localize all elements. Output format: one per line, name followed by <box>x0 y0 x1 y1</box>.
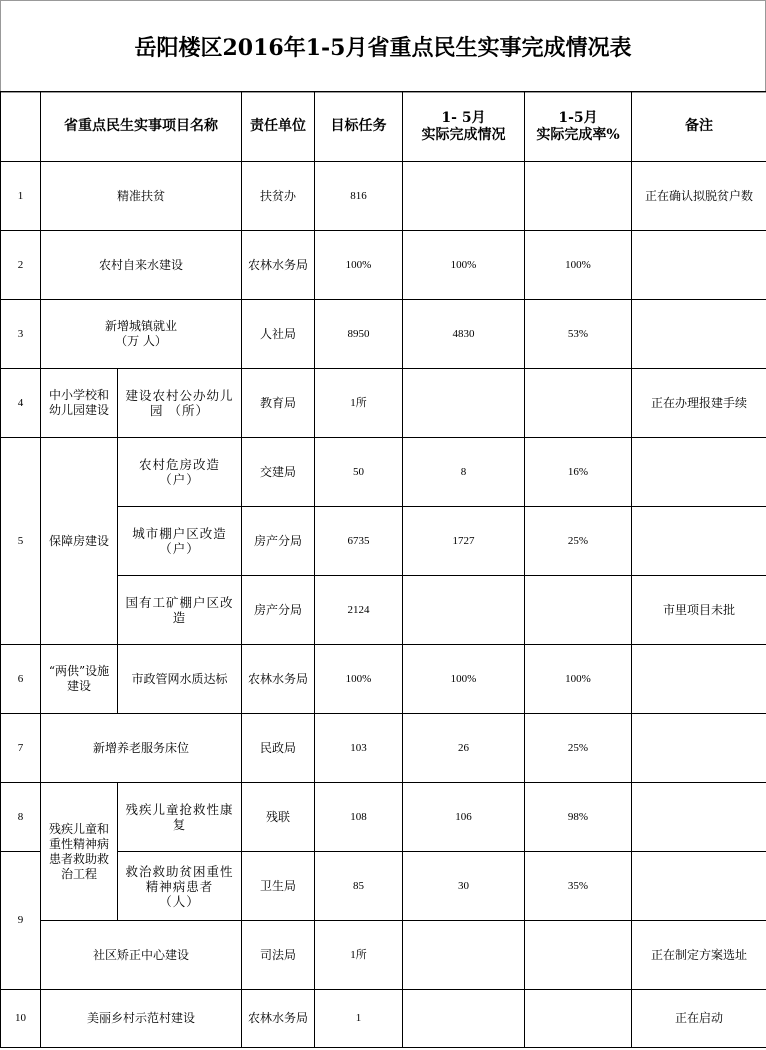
remark <box>632 231 766 300</box>
table-row <box>1 438 766 507</box>
target: 50 <box>315 438 403 507</box>
actual <box>403 369 525 438</box>
project-name: 国有工矿棚户区改造 <box>118 576 242 645</box>
project-name: 精准扶贫 <box>41 162 242 231</box>
remark: 正在启动 <box>632 990 766 1048</box>
rate: 25% <box>525 507 632 576</box>
unit: 人社局 <box>242 300 315 369</box>
project-name: 市政管网水质达标 <box>118 645 242 714</box>
remark <box>632 507 766 576</box>
table-row <box>1 231 766 300</box>
unit: 教育局 <box>242 369 315 438</box>
rate <box>525 990 632 1048</box>
unit: 残联 <box>242 783 315 852</box>
rate <box>525 369 632 438</box>
header-actual-line1: 1- 5月 <box>441 109 486 126</box>
target: 103 <box>315 714 403 783</box>
project-name-line2: （万 人） <box>115 334 167 348</box>
actual: 30 <box>403 852 525 921</box>
project-group: 中小学校和幼儿园建设 <box>41 369 118 438</box>
rate: 98% <box>525 783 632 852</box>
unit: 房产分局 <box>242 507 315 576</box>
title-box <box>0 0 766 93</box>
unit: 房产分局 <box>242 576 315 645</box>
row-no: 5 <box>1 438 41 645</box>
actual <box>403 162 525 231</box>
header-rate-line1: 1-5月 <box>558 109 598 126</box>
rate <box>525 576 632 645</box>
row-no: 4 <box>1 369 41 438</box>
actual: 100% <box>403 645 525 714</box>
actual <box>403 921 525 990</box>
table-row <box>1 990 766 1048</box>
unit: 农林水务局 <box>242 990 315 1048</box>
header-target: 目标任务 <box>315 92 403 162</box>
table-row <box>1 645 766 714</box>
rate: 100% <box>525 645 632 714</box>
table-row <box>1 714 766 783</box>
header-rate-line2: 实际完成率% <box>536 126 620 143</box>
header-actual-line2: 实际完成情况 <box>421 126 506 143</box>
project-name-line1: 救治救助贫困重性精神病患者 <box>125 863 234 894</box>
header-row <box>1 92 766 162</box>
project-name: 社区矫正中心建设 <box>41 921 242 990</box>
project-name: 新增养老服务床位 <box>41 714 242 783</box>
rate: 25% <box>525 714 632 783</box>
remark <box>632 300 766 369</box>
table-row <box>1 783 766 852</box>
target: 108 <box>315 783 403 852</box>
header-unit: 责任单位 <box>242 92 315 162</box>
project-name-line2: （户） <box>159 541 200 556</box>
unit: 农林水务局 <box>242 645 315 714</box>
row-no: 2 <box>1 231 41 300</box>
project-name-line1: 城市棚户区改造 <box>132 526 227 541</box>
header-rate <box>525 92 632 162</box>
target: 8950 <box>315 300 403 369</box>
unit: 交建局 <box>242 438 315 507</box>
actual <box>403 576 525 645</box>
table-row <box>1 300 766 369</box>
row-no: 8 <box>1 783 41 852</box>
project-group: 残疾儿童和重性精神病患者救助救治工程 <box>41 783 118 921</box>
target: 6735 <box>315 507 403 576</box>
target: 1所 <box>315 369 403 438</box>
unit: 民政局 <box>242 714 315 783</box>
project-name: 农村自来水建设 <box>41 231 242 300</box>
remark: 正在办理报建手续 <box>632 369 766 438</box>
project-name: 建设农村公办幼儿园 （所） <box>118 369 242 438</box>
remark <box>632 852 766 921</box>
project-name-line1: 新增城镇就业 <box>104 319 177 333</box>
actual: 106 <box>403 783 525 852</box>
target: 100% <box>315 645 403 714</box>
unit: 农林水务局 <box>242 231 315 300</box>
rate: 53% <box>525 300 632 369</box>
rate: 35% <box>525 852 632 921</box>
remark <box>632 714 766 783</box>
actual: 1727 <box>403 507 525 576</box>
actual <box>403 990 525 1048</box>
target: 2124 <box>315 576 403 645</box>
remark <box>632 438 766 507</box>
header-project-name: 省重点民生实事项目名称 <box>41 92 242 162</box>
project-group: “两供”设施建设 <box>41 645 118 714</box>
project-name <box>118 438 242 507</box>
project-name-line1: 农村危房改造 <box>138 457 220 472</box>
row-no: 6 <box>1 645 41 714</box>
unit: 扶贫办 <box>242 162 315 231</box>
table-row <box>1 369 766 438</box>
header-no <box>1 92 41 162</box>
target: 816 <box>315 162 403 231</box>
project-name <box>118 852 242 921</box>
project-name <box>118 507 242 576</box>
remark: 正在制定方案选址 <box>632 921 766 990</box>
actual: 8 <box>403 438 525 507</box>
project-name: 残疾儿童抢救性康复 <box>118 783 242 852</box>
header-actual <box>403 92 525 162</box>
remark <box>632 783 766 852</box>
target: 1 <box>315 990 403 1048</box>
actual: 4830 <box>403 300 525 369</box>
actual: 26 <box>403 714 525 783</box>
project-name-line2: （户） <box>159 472 200 487</box>
project-name <box>41 300 242 369</box>
row-no: 7 <box>1 714 41 783</box>
row-no: 3 <box>1 300 41 369</box>
summary-table <box>0 91 766 1048</box>
row-no: 9 <box>1 852 41 990</box>
remark <box>632 645 766 714</box>
rate: 16% <box>525 438 632 507</box>
rate <box>525 162 632 231</box>
remark: 正在确认拟脱贫户数 <box>632 162 766 231</box>
row-no: 10 <box>1 990 41 1048</box>
target: 1所 <box>315 921 403 990</box>
project-name-line2: （人） <box>159 893 200 909</box>
project-group: 保障房建设 <box>41 438 118 645</box>
unit: 司法局 <box>242 921 315 990</box>
rate: 100% <box>525 231 632 300</box>
remark: 市里项目未批 <box>632 576 766 645</box>
target: 85 <box>315 852 403 921</box>
row-no: 1 <box>1 162 41 231</box>
target: 100% <box>315 231 403 300</box>
project-name: 美丽乡村示范村建设 <box>41 990 242 1048</box>
actual: 100% <box>403 231 525 300</box>
table-row <box>1 921 766 990</box>
page-title: 岳阳楼区2016年1-5月省重点民生实事完成情况表 <box>134 35 632 61</box>
rate <box>525 921 632 990</box>
header-remark: 备注 <box>632 92 766 162</box>
table-row <box>1 162 766 231</box>
unit: 卫生局 <box>242 852 315 921</box>
